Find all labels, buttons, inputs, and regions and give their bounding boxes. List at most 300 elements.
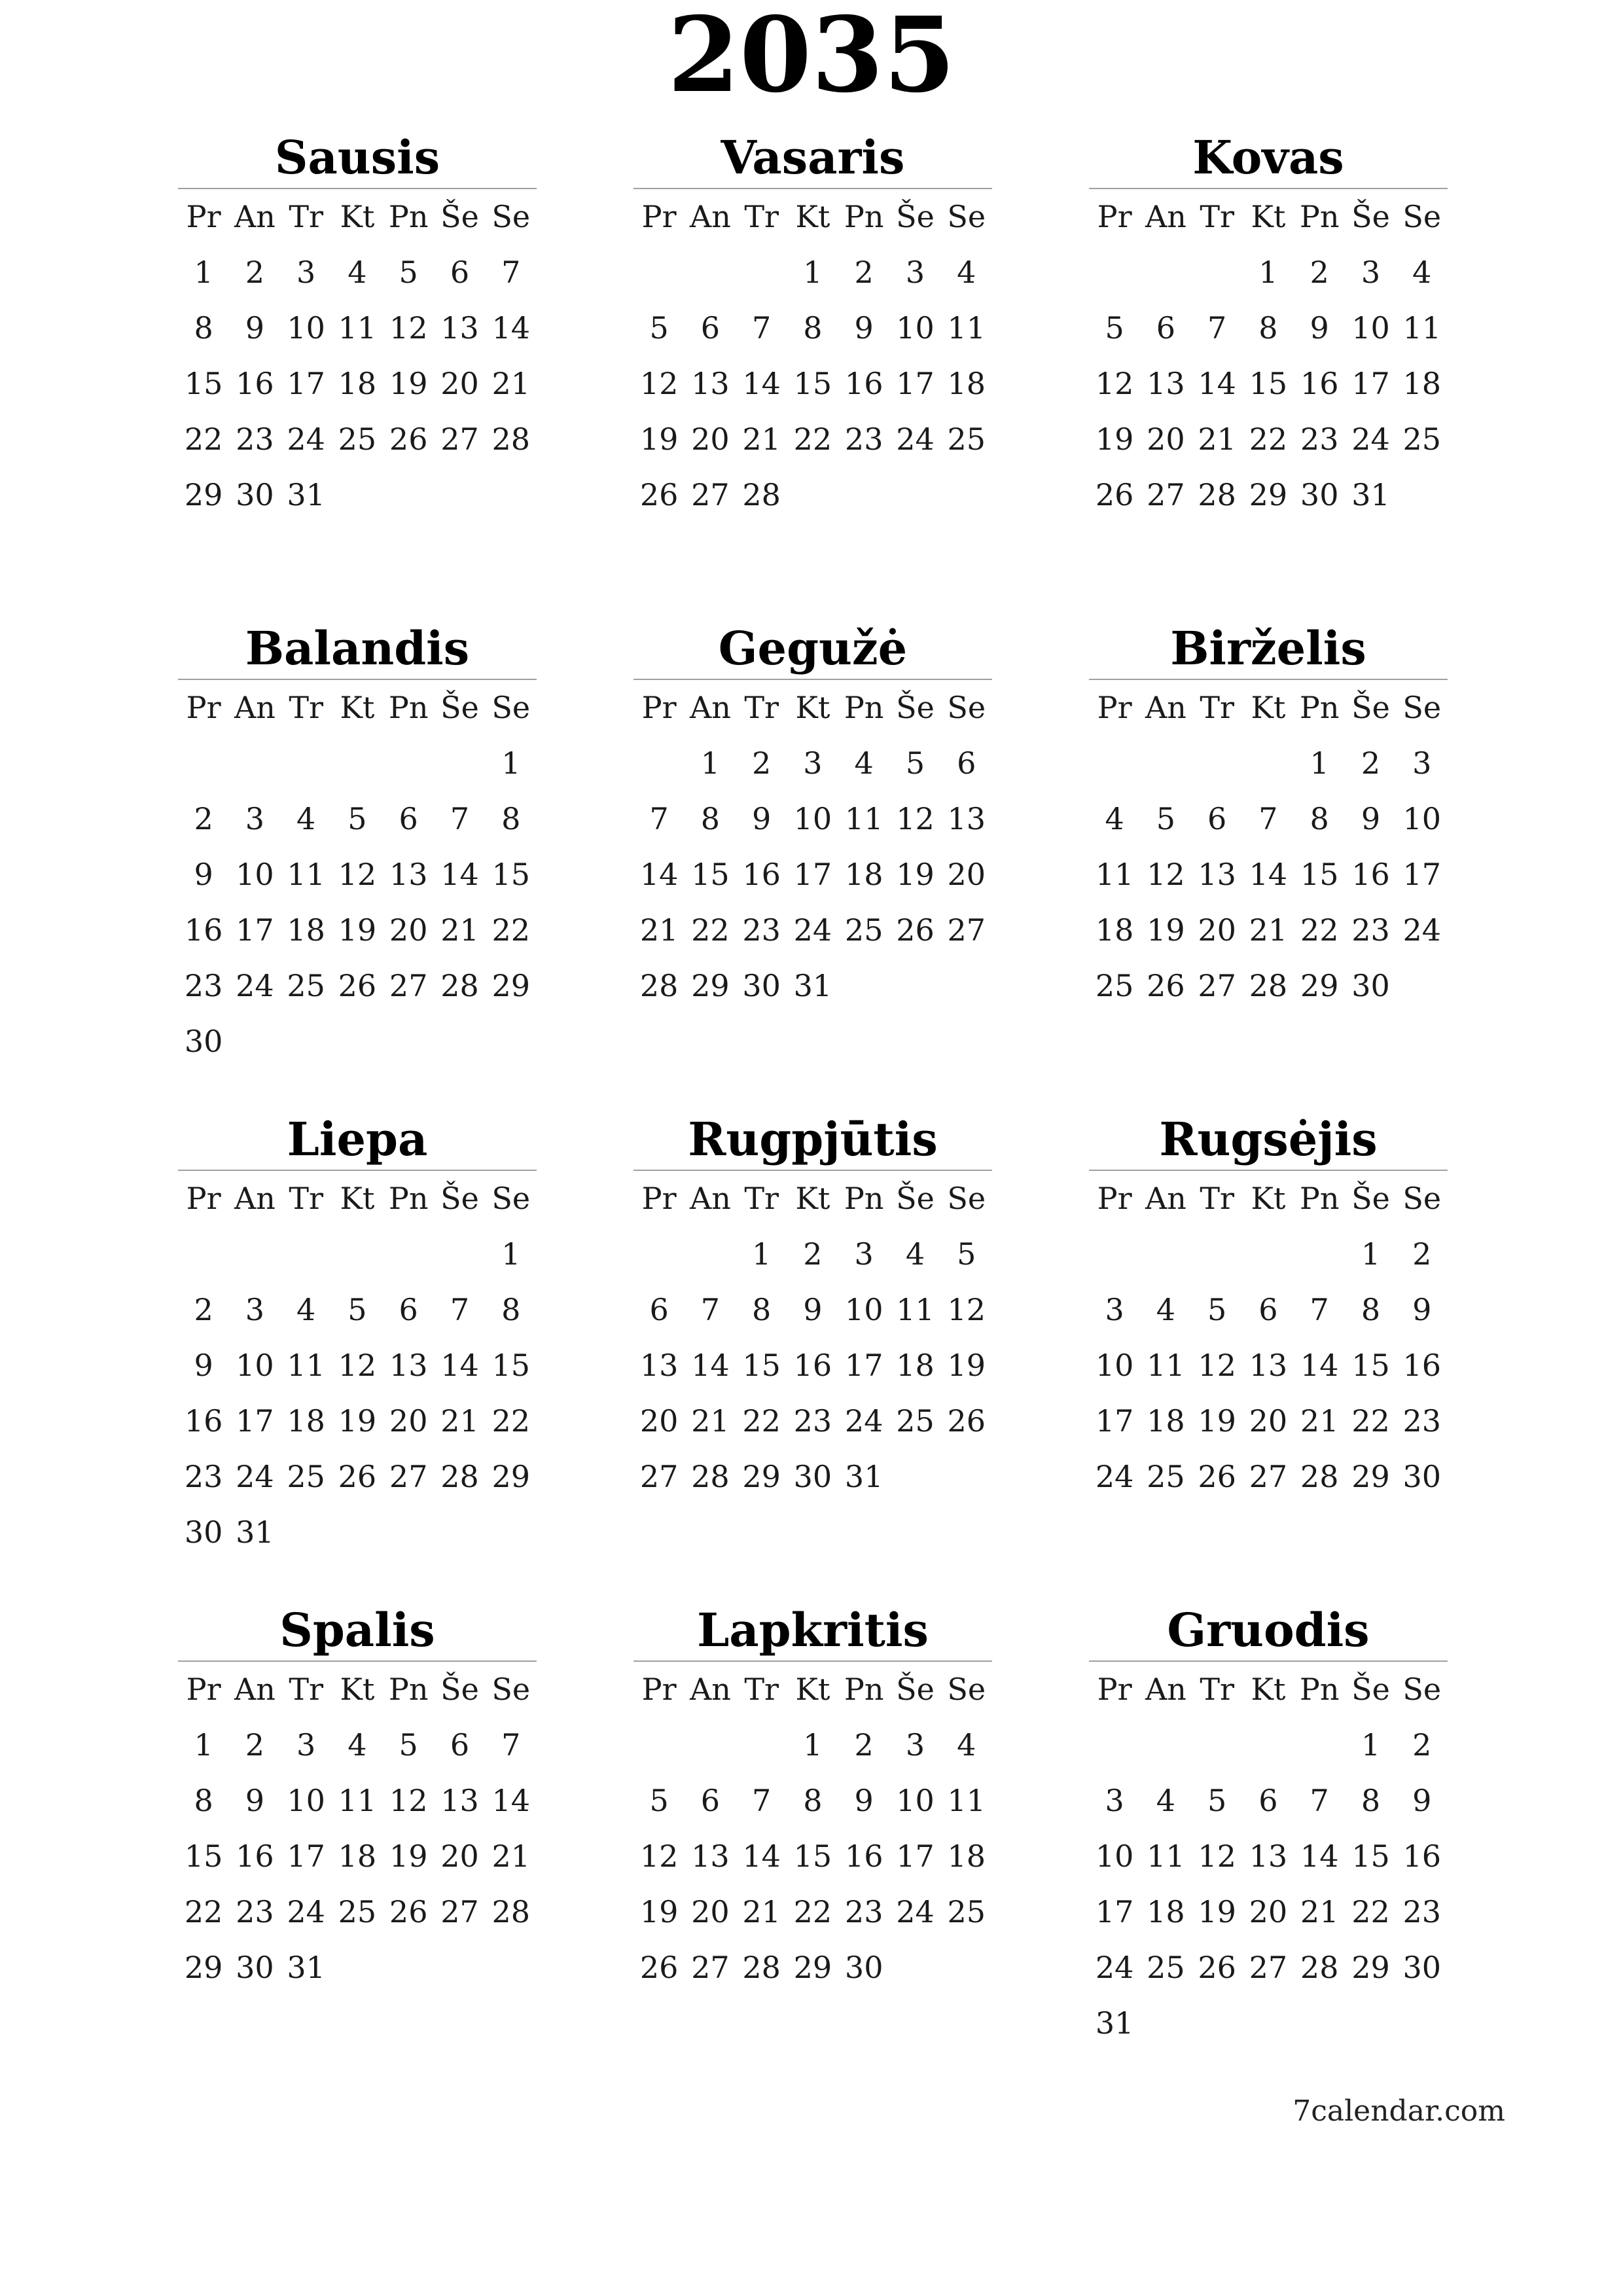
week-row (1089, 1338, 1448, 1393)
weekday-header-row (1089, 680, 1448, 736)
day-cell: 7 (450, 1292, 470, 1327)
day-cell: 14 (742, 1839, 781, 1874)
weekday-label: Pr (641, 199, 677, 234)
weekday-label: Se (1402, 1672, 1442, 1707)
day-cell: 12 (389, 1783, 428, 1818)
day-cell: 14 (742, 366, 781, 401)
day-cell: 15 (691, 857, 730, 892)
day-cell: 29 (491, 1459, 530, 1494)
weekday-label: An (234, 690, 276, 725)
day-cell: 1 (501, 1236, 521, 1272)
weekday-label: Še (440, 690, 479, 725)
day-cell: 1 (194, 1727, 213, 1763)
weekday-header-row (633, 1662, 992, 1717)
day-cell: 10 (236, 1348, 274, 1383)
day-cell: 12 (389, 310, 428, 346)
day-cell: 31 (287, 1950, 325, 1985)
day-cell: 23 (236, 422, 274, 457)
day-cell: 9 (194, 857, 213, 892)
weekday-label: Pn (388, 1672, 429, 1707)
weekday-label: Se (947, 1672, 986, 1707)
day-cell: 20 (1198, 912, 1236, 948)
week-row (178, 300, 537, 356)
day-cell: 6 (700, 1783, 721, 1818)
week-row (633, 1829, 992, 1884)
day-cell: 30 (844, 1950, 883, 1985)
weekday-label: An (1145, 1672, 1186, 1707)
day-cell: 17 (1351, 366, 1390, 401)
day-cell: 27 (691, 1950, 730, 1985)
weekday-label: Tr (744, 1672, 779, 1707)
weekday-label: Se (947, 690, 986, 725)
day-cell: 7 (752, 1783, 772, 1818)
weekday-label: Pr (641, 1672, 677, 1707)
day-cell: 10 (1351, 310, 1390, 346)
day-cell: 19 (1198, 1403, 1236, 1439)
day-cell: 8 (803, 1783, 823, 1818)
weekday-label: Pr (641, 690, 677, 725)
day-cell: 29 (184, 1950, 223, 1985)
day-cell: 10 (287, 1783, 325, 1818)
week-row (633, 847, 992, 903)
weekday-label: Pr (186, 1672, 221, 1707)
week-row (1089, 1227, 1448, 1282)
week-row (178, 1829, 537, 1884)
week-row (1089, 847, 1448, 903)
day-cell: 29 (184, 477, 223, 512)
day-cell: 31 (1351, 477, 1390, 512)
weekday-label: Se (947, 1181, 986, 1216)
day-cell: 2 (1412, 1727, 1432, 1763)
day-cell: 25 (1402, 422, 1441, 457)
day-cell: 28 (1300, 1459, 1339, 1494)
week-row (1089, 1449, 1448, 1505)
day-cell: 10 (793, 801, 832, 836)
day-cell: 2 (245, 255, 265, 290)
week-row (633, 903, 992, 958)
day-cell: 17 (896, 1839, 935, 1874)
month-name: Rugsėjis (1089, 1109, 1448, 1171)
day-cell: 23 (184, 968, 223, 1003)
day-cell: 2 (194, 801, 213, 836)
month-block (178, 128, 537, 523)
month-name: Sausis (178, 128, 537, 189)
day-cell: 18 (287, 1403, 325, 1439)
day-cell: 15 (793, 366, 832, 401)
weekday-label: Še (1351, 690, 1390, 725)
week-row (633, 245, 992, 300)
day-cell: 26 (1095, 477, 1134, 512)
day-cell: 22 (1300, 912, 1339, 948)
day-cell: 17 (1402, 857, 1441, 892)
day-cell: 21 (440, 1403, 479, 1439)
month-block (1089, 1109, 1448, 1505)
weekday-label: Pn (1299, 1181, 1340, 1216)
day-cell: 20 (947, 857, 986, 892)
day-cell: 17 (236, 1403, 274, 1439)
day-cell: 18 (1147, 1403, 1185, 1439)
day-cell: 4 (1156, 1783, 1176, 1818)
day-cell: 1 (803, 1727, 823, 1763)
day-cell: 24 (844, 1403, 883, 1439)
day-cell: 1 (1258, 255, 1278, 290)
day-cell: 20 (440, 366, 479, 401)
day-cell: 7 (649, 801, 669, 836)
week-row (1089, 1773, 1448, 1829)
month-name: Rugpjūtis (633, 1109, 992, 1171)
day-cell: 10 (1095, 1348, 1134, 1383)
week-row (1089, 245, 1448, 300)
weekday-label: Pn (388, 199, 429, 234)
day-cell: 9 (1412, 1783, 1432, 1818)
weekday-label: Pn (388, 690, 429, 725)
day-cell: 5 (957, 1236, 976, 1272)
week-row (633, 1449, 992, 1505)
day-cell: 6 (450, 255, 470, 290)
day-cell: 11 (844, 801, 883, 836)
day-cell: 26 (639, 477, 679, 512)
day-cell: 9 (752, 801, 772, 836)
day-cell: 25 (287, 968, 325, 1003)
day-cell: 19 (338, 1403, 377, 1439)
day-cell: 2 (752, 745, 772, 781)
day-cell: 9 (245, 1783, 265, 1818)
day-cell: 26 (1198, 1459, 1236, 1494)
day-cell: 10 (1095, 1839, 1134, 1874)
weekday-label: Tr (289, 1672, 323, 1707)
weekday-label: Še (1351, 1181, 1390, 1216)
weekday-label: Kt (340, 690, 375, 725)
month-block (1089, 619, 1448, 1014)
weekday-label: An (1145, 1181, 1186, 1216)
day-cell: 3 (245, 801, 265, 836)
day-cell: 1 (194, 255, 213, 290)
day-cell: 26 (389, 422, 428, 457)
day-cell: 28 (440, 968, 479, 1003)
weekday-label: Pr (1097, 199, 1132, 234)
day-cell: 1 (1361, 1236, 1381, 1272)
weekday-label: Pr (186, 1181, 221, 1216)
day-cell: 14 (691, 1348, 730, 1383)
weekday-label: Tr (744, 1181, 779, 1216)
day-cell: 24 (1095, 1459, 1134, 1494)
day-cell: 29 (793, 1950, 832, 1985)
day-cell: 8 (1310, 801, 1329, 836)
month-name: Spalis (178, 1600, 537, 1662)
day-cell: 12 (1095, 366, 1134, 401)
month-block (1089, 128, 1448, 523)
day-cell: 25 (947, 1894, 986, 1929)
week-row (178, 1449, 537, 1505)
week-row (178, 1393, 537, 1449)
weekday-label: An (689, 1672, 731, 1707)
day-cell: 30 (184, 1024, 223, 1059)
weekday-label: Še (1351, 199, 1390, 234)
day-cell: 20 (1147, 422, 1185, 457)
day-cell: 1 (752, 1236, 772, 1272)
day-cell: 28 (639, 968, 679, 1003)
day-cell: 1 (501, 745, 521, 781)
day-cell: 5 (399, 1727, 418, 1763)
day-cell: 17 (287, 1839, 325, 1874)
day-cell: 18 (947, 366, 986, 401)
weekday-label: Pr (186, 690, 221, 725)
day-cell: 22 (793, 422, 832, 457)
day-cell: 17 (1095, 1403, 1134, 1439)
day-cell: 21 (491, 366, 530, 401)
weekday-label: Kt (340, 199, 375, 234)
weekday-label: Tr (289, 690, 323, 725)
weekday-label: Kt (1251, 1672, 1286, 1707)
day-cell: 12 (1147, 857, 1185, 892)
week-row (1089, 1282, 1448, 1338)
day-cell: 17 (896, 366, 935, 401)
day-cell: 24 (896, 1894, 935, 1929)
day-cell: 17 (793, 857, 832, 892)
weekday-label: Pr (186, 199, 221, 234)
week-row (1089, 1996, 1448, 2051)
weekday-header-row (1089, 1171, 1448, 1227)
day-cell: 18 (896, 1348, 935, 1383)
weekday-label: An (1145, 690, 1186, 725)
weekday-header-row (178, 1662, 537, 1717)
day-cell: 3 (296, 255, 316, 290)
week-row (178, 1505, 537, 1560)
day-cell: 16 (1300, 366, 1339, 401)
weekday-label: An (234, 199, 276, 234)
week-row (178, 791, 537, 847)
week-row (178, 1282, 537, 1338)
day-cell: 27 (1249, 1459, 1288, 1494)
day-cell: 19 (338, 912, 377, 948)
day-cell: 25 (338, 422, 377, 457)
week-row (633, 1773, 992, 1829)
day-cell: 24 (236, 968, 274, 1003)
day-cell: 8 (501, 1292, 521, 1327)
day-cell: 6 (399, 801, 418, 836)
weekday-label: Se (491, 690, 531, 725)
day-cell: 1 (1361, 1727, 1381, 1763)
day-cell: 30 (1351, 968, 1390, 1003)
month-block (633, 128, 992, 523)
day-cell: 23 (793, 1403, 832, 1439)
day-cell: 18 (844, 857, 883, 892)
week-row (1089, 903, 1448, 958)
day-cell: 15 (491, 857, 530, 892)
day-cell: 13 (1249, 1839, 1288, 1874)
weekday-label: Pr (1097, 690, 1132, 725)
weekday-label: An (234, 1181, 276, 1216)
week-row (178, 412, 537, 467)
day-cell: 12 (338, 1348, 377, 1383)
week-row (1089, 300, 1448, 356)
weekday-label: Še (896, 1672, 935, 1707)
day-cell: 8 (194, 1783, 213, 1818)
week-row (1089, 958, 1448, 1014)
day-cell: 5 (1105, 310, 1124, 346)
day-cell: 15 (742, 1348, 781, 1383)
day-cell: 11 (1147, 1839, 1185, 1874)
day-cell: 23 (742, 912, 781, 948)
week-row (1089, 1717, 1448, 1773)
day-cell: 27 (1147, 477, 1185, 512)
weekday-label: Še (440, 1672, 479, 1707)
day-cell: 8 (803, 310, 823, 346)
day-cell: 19 (947, 1348, 986, 1383)
day-cell: 20 (389, 912, 428, 948)
week-row (1089, 791, 1448, 847)
day-cell: 15 (793, 1839, 832, 1874)
day-cell: 8 (1361, 1292, 1381, 1327)
day-cell: 11 (1147, 1348, 1185, 1383)
day-cell: 5 (348, 801, 367, 836)
week-row (1089, 467, 1448, 523)
weekday-label: Kt (795, 690, 830, 725)
day-cell: 18 (1402, 366, 1441, 401)
weekday-label: Še (896, 690, 935, 725)
day-cell: 27 (440, 422, 479, 457)
day-cell: 16 (793, 1348, 832, 1383)
weekday-label: Pn (1299, 1672, 1340, 1707)
day-cell: 20 (1249, 1403, 1288, 1439)
weekday-label: Pr (1097, 1672, 1132, 1707)
day-cell: 10 (1402, 801, 1441, 836)
weekday-label: Kt (795, 1672, 830, 1707)
day-cell: 14 (1249, 857, 1288, 892)
weekday-label: Še (440, 199, 479, 234)
day-cell: 24 (1402, 912, 1441, 948)
day-cell: 29 (1300, 968, 1339, 1003)
weekday-label: Tr (1200, 199, 1234, 234)
day-cell: 6 (957, 745, 976, 781)
day-cell: 13 (947, 801, 986, 836)
day-cell: 5 (649, 1783, 669, 1818)
weekday-label: Še (440, 1181, 479, 1216)
week-row (633, 1282, 992, 1338)
day-cell: 5 (649, 310, 669, 346)
day-cell: 3 (854, 1236, 874, 1272)
day-cell: 21 (1249, 912, 1288, 948)
year-title: 2035 (668, 0, 955, 116)
day-cell: 6 (1258, 1292, 1278, 1327)
day-cell: 18 (1147, 1894, 1185, 1929)
day-cell: 30 (184, 1515, 223, 1550)
day-cell: 4 (348, 1727, 367, 1763)
day-cell: 12 (338, 857, 377, 892)
day-cell: 13 (1249, 1348, 1288, 1383)
day-cell: 4 (296, 801, 316, 836)
day-cell: 14 (1300, 1839, 1339, 1874)
day-cell: 6 (1258, 1783, 1278, 1818)
day-cell: 20 (1249, 1894, 1288, 1929)
week-row (178, 1227, 537, 1282)
day-cell: 16 (1402, 1348, 1441, 1383)
day-cell: 8 (700, 801, 721, 836)
day-cell: 6 (1207, 801, 1227, 836)
day-cell: 29 (691, 968, 730, 1003)
day-cell: 19 (639, 1894, 679, 1929)
day-cell: 13 (1147, 366, 1185, 401)
day-cell: 3 (905, 255, 925, 290)
weekday-label: Se (1402, 1181, 1442, 1216)
day-cell: 2 (803, 1236, 823, 1272)
day-cell: 25 (1095, 968, 1134, 1003)
weekday-label: Se (491, 1672, 531, 1707)
day-cell: 28 (1198, 477, 1236, 512)
day-cell: 27 (440, 1894, 479, 1929)
weekday-label: Kt (795, 1181, 830, 1216)
day-cell: 6 (450, 1727, 470, 1763)
day-cell: 31 (793, 968, 832, 1003)
day-cell: 4 (854, 745, 874, 781)
day-cell: 3 (803, 745, 823, 781)
day-cell: 10 (236, 857, 274, 892)
weekday-label: Pn (844, 690, 884, 725)
day-cell: 15 (1351, 1839, 1390, 1874)
month-name: Liepa (178, 1109, 537, 1171)
weekday-label: Se (491, 199, 531, 234)
day-cell: 13 (389, 857, 428, 892)
day-cell: 26 (947, 1403, 986, 1439)
day-cell: 18 (338, 366, 377, 401)
day-cell: 27 (947, 912, 986, 948)
day-cell: 28 (742, 1950, 781, 1985)
day-cell: 9 (1412, 1292, 1432, 1327)
day-cell: 11 (338, 1783, 377, 1818)
day-cell: 13 (440, 310, 479, 346)
day-cell: 22 (793, 1894, 832, 1929)
weekday-label: Se (491, 1181, 531, 1216)
weekday-label: Pn (1299, 690, 1340, 725)
day-cell: 31 (844, 1459, 883, 1494)
weekday-label: Pn (844, 1181, 884, 1216)
day-cell: 4 (1105, 801, 1124, 836)
day-cell: 4 (905, 1236, 925, 1272)
day-cell: 12 (1198, 1839, 1236, 1874)
week-row (633, 791, 992, 847)
day-cell: 17 (287, 366, 325, 401)
day-cell: 6 (700, 310, 721, 346)
day-cell: 16 (1351, 857, 1390, 892)
weekday-header-row (633, 189, 992, 245)
day-cell: 20 (639, 1403, 679, 1439)
day-cell: 30 (793, 1459, 832, 1494)
day-cell: 16 (742, 857, 781, 892)
day-cell: 21 (742, 422, 781, 457)
day-cell: 15 (1351, 1348, 1390, 1383)
day-cell: 15 (1300, 857, 1339, 892)
day-cell: 22 (1351, 1403, 1390, 1439)
day-cell: 26 (896, 912, 935, 948)
week-row (633, 1940, 992, 1996)
day-cell: 2 (1310, 255, 1329, 290)
day-cell: 10 (844, 1292, 883, 1327)
month-name: Balandis (178, 619, 537, 680)
day-cell: 26 (1147, 968, 1185, 1003)
day-cell: 3 (1412, 745, 1432, 781)
day-cell: 18 (287, 912, 325, 948)
month-block (178, 1109, 537, 1560)
week-row (633, 1393, 992, 1449)
day-cell: 5 (1207, 1292, 1227, 1327)
day-cell: 29 (742, 1459, 781, 1494)
month-block (633, 1109, 992, 1505)
week-row (178, 903, 537, 958)
day-cell: 31 (236, 1515, 274, 1550)
week-row (1089, 1884, 1448, 1940)
footer-website[interactable]: 7calendar.com (1293, 2094, 1505, 2128)
day-cell: 27 (691, 477, 730, 512)
